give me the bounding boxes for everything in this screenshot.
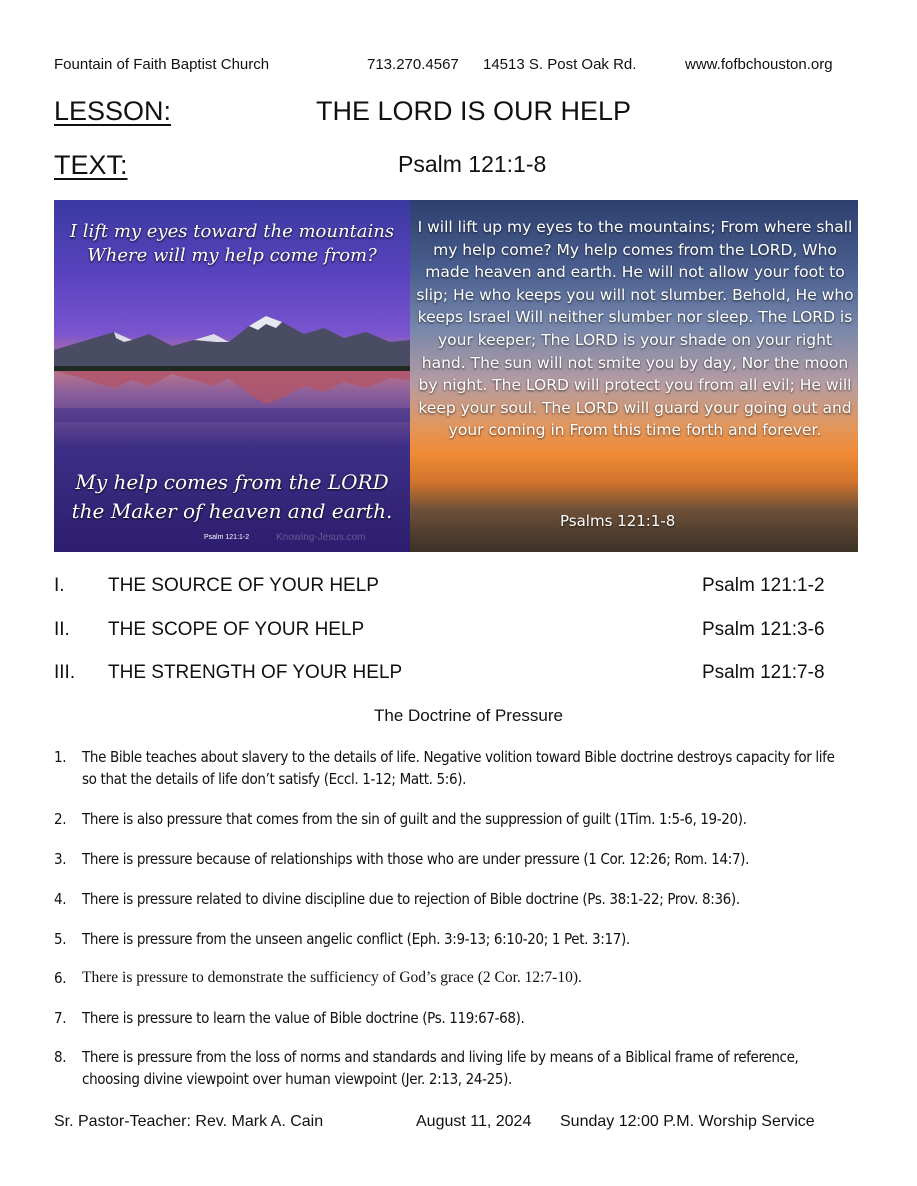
outline-reference: Psalm 121:7-8 — [702, 662, 825, 683]
point-number: 6. — [54, 969, 67, 987]
church-name: Fountain of Faith Baptist Church — [54, 56, 270, 73]
outline-heading: THE SOURCE OF YOUR HELP — [108, 575, 379, 596]
outline-number: I. — [54, 575, 65, 596]
sunset-panel — [410, 200, 858, 552]
outline-reference: Psalm 121:1-2 — [702, 575, 825, 596]
church-address: 14513 S. Post Oak Rd. — [483, 56, 637, 73]
church-website[interactable]: www.fofbchouston.org — [685, 56, 833, 73]
point-number: 7. — [54, 1009, 67, 1027]
mountain-reflection-image — [54, 312, 410, 422]
left-bottom-quote: My help comes from the LORD the Maker of heaven and earth. — [71, 470, 393, 523]
service-date: August 11, 2024 — [416, 1113, 532, 1130]
lesson-title: THE LORD IS OUR HELP — [316, 96, 632, 126]
point-text: There is pressure from the unseen angelic conflict (Eph. 3:9-13; 6:10-20; 1 Pet. 3:17). — [82, 930, 630, 948]
outline-heading: THE SCOPE OF YOUR HELP — [108, 619, 365, 640]
point-text: There is pressure to learn the value of Bible doctrine (Ps. 119:67-68). — [82, 1009, 525, 1027]
text-label: TEXT: — [54, 150, 128, 180]
point-text: There is pressure from the loss of norms and standards and living life by means of a Biblical frame of reference, choosing divine viewpoint over human viewpoint (Jer. 2:13, 24-25). — [82, 1048, 799, 1088]
point-number: 2. — [54, 810, 67, 828]
point-number: 5. — [54, 930, 67, 948]
point-text: The Bible teaches about slavery to the details of life. Negative volition toward Bible doctrine destroys capacity for life so that the details of life don’t satisfy (Eccl. 1-12; Matt. 5:6). — [82, 748, 835, 788]
point-text: There is pressure because of relationships with those who are under pressure (1 Cor. 12:26; Rom. 14:7). — [82, 850, 750, 868]
church-phone: 713.270.4567 — [367, 56, 459, 73]
psalm-verse-reference: Psalms 121:1-8 — [560, 512, 676, 530]
point-text: There is also pressure that comes from the sin of guilt and the suppression of guilt (1Tim. 1:5-6, 19-20). — [82, 810, 747, 828]
text-reference: Psalm 121:1-8 — [398, 151, 547, 177]
point-number: 4. — [54, 890, 67, 908]
outline-number: II. — [54, 619, 70, 640]
outline-reference: Psalm 121:3-6 — [702, 619, 825, 640]
psalm-verse-text: I will lift up my eyes to the mountains; From where shall my help come? My help comes from the LORD, Who made heaven and earth. He will not allow your foot to slip; He who keeps you will not slumber. Behold, He who keeps Israel Will neither slumber nor sleep. The LORD is your keeper; The LORD is your shade on your right hand. The sun will not smite you by day, Nor the moon by night. The LORD will protect you from all evil; He will keep your soul. The LORD will guard your going out and your coming in From this time forth and forever. — [416, 218, 854, 440]
left-top-quote: I lift my eyes toward the mountains Where will my help come from? — [69, 221, 395, 266]
service-time: Sunday 12:00 P.M. Worship Service — [560, 1113, 815, 1130]
left-panel-reference: Psalm 121:1-2 — [204, 534, 250, 541]
doctrine-title: The Doctrine of Pressure — [374, 706, 563, 725]
outline-heading: THE STRENGTH OF YOUR HELP — [108, 662, 403, 683]
point-number: 3. — [54, 850, 67, 868]
mountain-panel — [54, 200, 410, 552]
pastor-name: Sr. Pastor-Teacher: Rev. Mark A. Cain — [54, 1113, 324, 1130]
outline-number: III. — [54, 662, 76, 683]
point-number: 8. — [54, 1048, 67, 1066]
point-number: 1. — [54, 748, 67, 766]
watermark: Knowing-Jesus.com — [276, 532, 366, 543]
point-text: There is pressure related to divine discipline due to rejection of Bible doctrine (Ps. 38:1-22; Prov. 8:36). — [82, 890, 740, 908]
lesson-label: LESSON: — [54, 96, 172, 126]
scripture-banner — [54, 200, 858, 552]
point-text: There is pressure to demonstrate the sufficiency of God’s grace (2 Cor. 12:7-10). — [82, 969, 582, 986]
